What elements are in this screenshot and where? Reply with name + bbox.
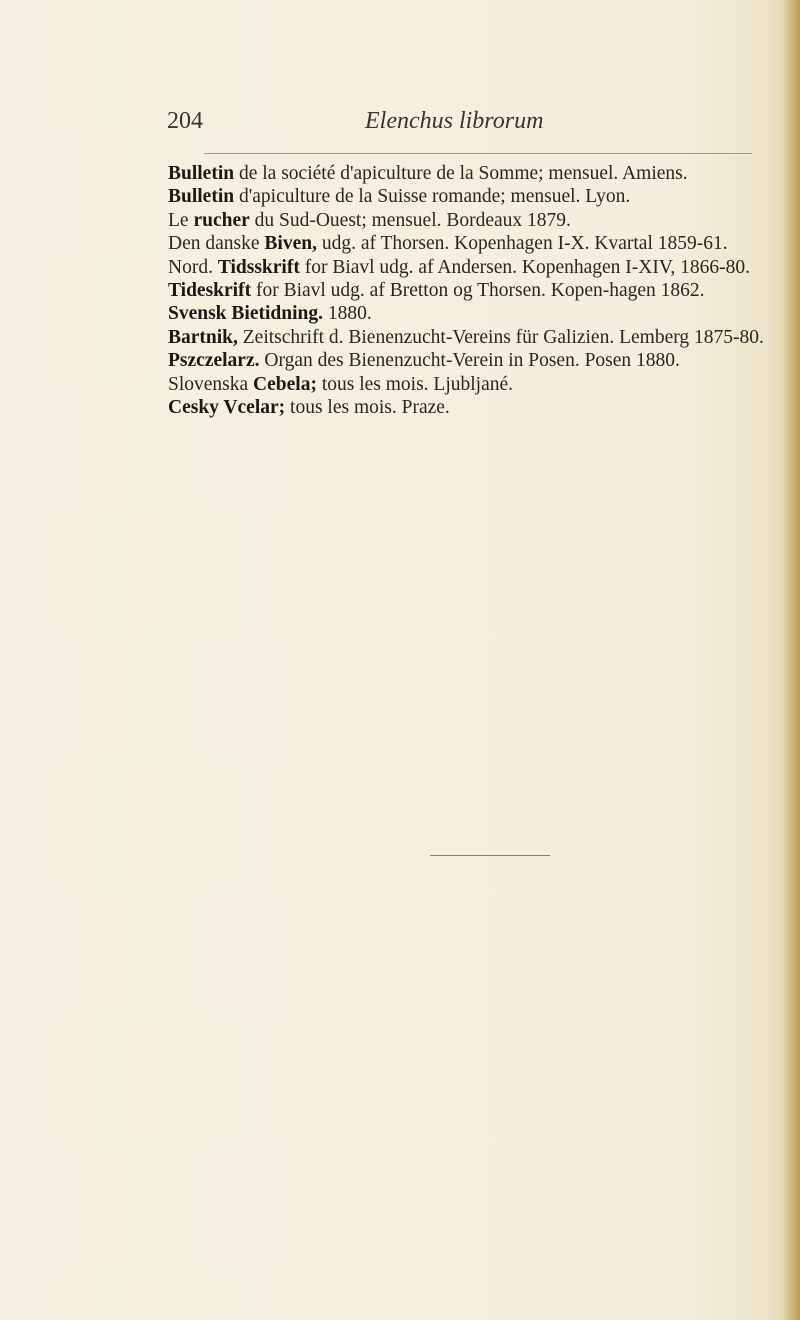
header-rule — [204, 153, 752, 154]
entry-prefix: Le — [168, 209, 194, 231]
page-edge-shadow — [784, 0, 800, 1320]
bibliography-entry — [168, 326, 770, 349]
entry-title: Tidsskrift — [217, 256, 300, 278]
bibliography-entry — [168, 256, 770, 279]
entry-details: d'apiculture de la Suisse romande; mensuel. Lyon. — [234, 186, 631, 208]
entry-details: tous les mois. Praze. — [285, 397, 450, 419]
entry-title: Tideskrift — [168, 280, 252, 302]
entry-details: Zeitschrift d. Bienenzucht-Vereins für Galizien. Lemberg 1875-80. — [237, 326, 764, 348]
entry-title: Bartnik, — [168, 326, 238, 348]
entry-prefix: Slovenska — [168, 373, 254, 395]
bibliography-entry — [168, 209, 770, 232]
page-number: 204 — [167, 108, 203, 134]
entry-title: Bulletin — [168, 163, 235, 184]
entry-title: Pszczelarz. — [168, 350, 260, 372]
entry-prefix: Den danske — [168, 233, 265, 255]
bibliography-entry — [168, 373, 770, 396]
entry-details: 1880. — [322, 303, 372, 325]
entry-details: Organ des Bienenzucht-Verein in Posen. Posen 1880. — [259, 350, 680, 372]
bibliography-list — [168, 162, 770, 419]
end-rule — [430, 855, 550, 856]
entry-details: de la société d'apiculture de la Somme; mensuel. Amiens. — [234, 163, 688, 184]
bibliography-entry — [168, 232, 770, 255]
entry-details: for Biavl udg. af Andersen. Kopenhagen I-XIV, 1866-80. — [299, 256, 751, 278]
entry-details: for Biavl udg. af Bretton og Thorsen. Kopen-hagen 1862. — [251, 280, 705, 302]
bibliography-entry — [168, 302, 770, 325]
entry-title: Cebela; — [253, 373, 317, 395]
entry-details: du Sud-Ouest; mensuel. Bordeaux 1879. — [249, 209, 571, 231]
entry-title: Bulletin — [168, 186, 235, 208]
entry-details: tous les mois. Ljubljané. — [316, 373, 514, 395]
bibliography-entry — [168, 185, 770, 208]
running-title: Elenchus librorum — [365, 108, 544, 134]
entry-title: Svensk Bietidning. — [168, 303, 323, 325]
bibliography-entry — [168, 396, 770, 419]
entry-title: Biven, — [264, 233, 317, 255]
bibliography-entry — [168, 279, 770, 302]
entry-title: rucher — [193, 209, 250, 231]
bibliography-entry — [168, 349, 770, 372]
bibliography-entry — [168, 162, 770, 185]
entry-details: udg. af Thorsen. Kopenhagen I-X. Kvartal 1859-61. — [316, 233, 728, 255]
running-header — [0, 108, 800, 142]
entry-prefix: Nord. — [168, 256, 218, 278]
entry-title: Cesky Vcelar; — [168, 397, 286, 419]
